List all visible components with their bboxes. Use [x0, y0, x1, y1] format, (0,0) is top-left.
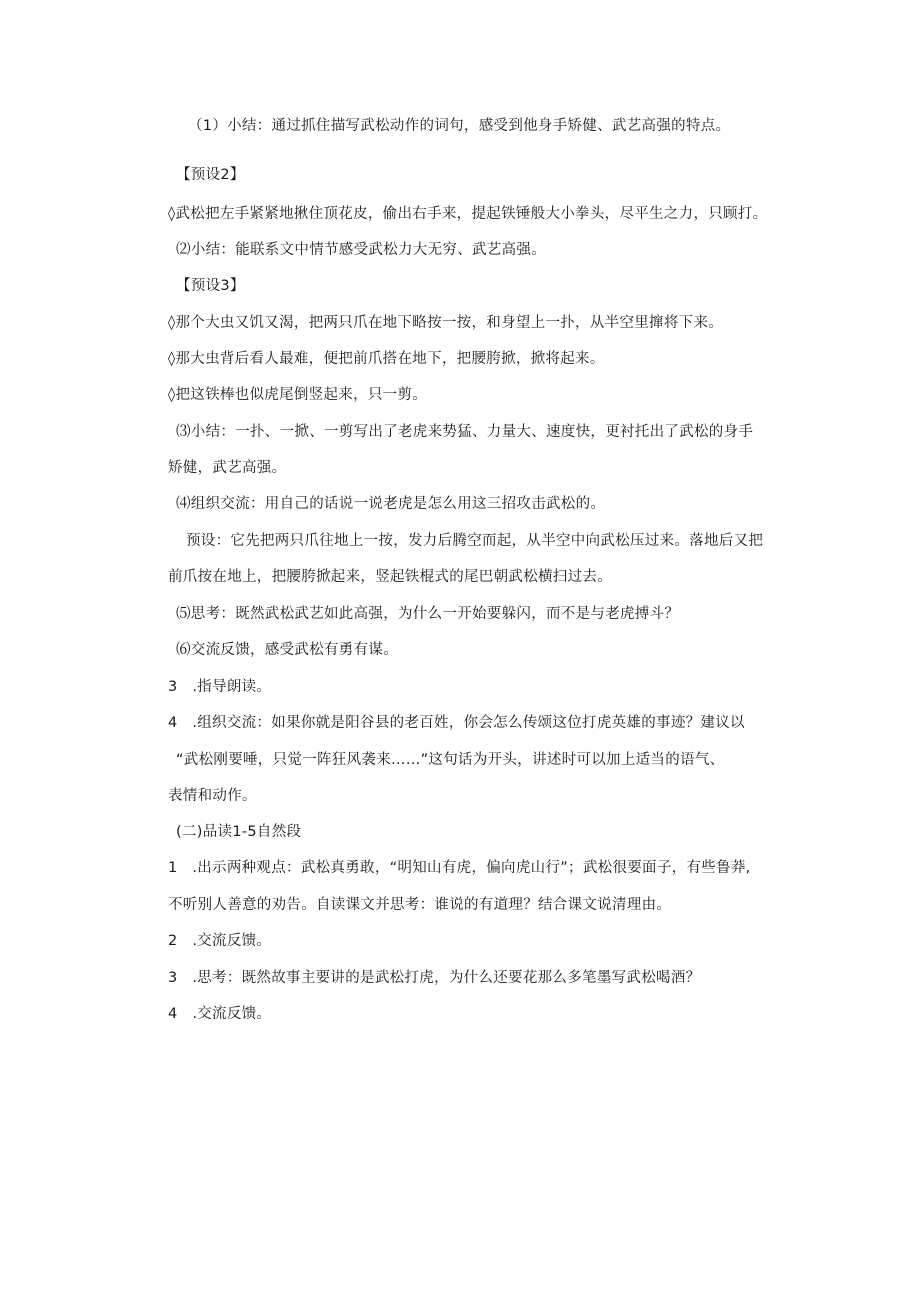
- preset-2-quote: ◊武松把左手紧紧地揪住顶花皮，偷出右手来，提起铁锤般大小拳头，尽平生之力，只顾打。: [168, 206, 768, 222]
- section-2-step-1-cont: 不听别人善意的劝告。自读课文并思考：谁说的有道理？结合课文说清理由。: [168, 897, 672, 913]
- feedback-6: ⑹交流反馈，感受武松有勇有谋。: [176, 642, 398, 658]
- step-4-discussion: 4 .组织交流：如果你就是阳谷县的老百姓，你会怎么传颂这位打虎英雄的事迹？建议以: [168, 715, 745, 731]
- section-2-step-4: 4 .交流反馈。: [168, 1006, 272, 1022]
- section-2-step-3: 3 .思考：既然故事主要讲的是武松打虎，为什么还要花那么多笔墨写武松喝酒？: [168, 970, 701, 986]
- preset-answer: 预设：它先把两只爪往地上一按，发力后腾空而起，从半空中向武松压过来。落地后又把: [186, 533, 764, 549]
- section-2-step-2: 2 .交流反馈。: [168, 933, 272, 949]
- section-2-step-1: 1 .出示两种观点：武松真勇敢，“明知山有虎，偏向虎山行”；武松很要面子，有些鲁莽,: [168, 860, 751, 876]
- preset-3-quote-2: ◊那大虫背后看人最难，便把前爪搭在地下，把腰胯掀，掀将起来。: [168, 351, 605, 367]
- summary-2: ⑵小结：能联系文中情节感受武松力大无穷、武艺高强。: [176, 242, 546, 258]
- preset-answer-cont: 前爪按在地上，把腰胯掀起来，竖起铁棍式的尾巴朝武松横扫过去。: [168, 569, 612, 585]
- step-4-quote: “武松刚要唾，只觉一阵狂风袭来……”这句话为开头，讲述时可以加上适当的语气、: [176, 752, 725, 768]
- summary-3: ⑶小结：一扑、一掀、一剪写出了老虎来势猛、力量大、速度快，更衬托出了武松的身手: [176, 424, 754, 440]
- step-4-cont: 表情和动作。: [168, 788, 257, 804]
- preset-3-quote-1: ◊那个大虫又饥又渴，把两只爪在地下略按一按，和身望上一扑，从半空里撺将下来。: [168, 315, 724, 331]
- preset-2-heading: 【预设2】: [176, 167, 245, 183]
- step-3-reading: 3 .指导朗读。: [168, 679, 272, 695]
- thinking-5: ⑸思考：既然武松武艺如此高强，为什么一开始要躲闪，而不是与老虎搏斗？: [176, 606, 680, 622]
- summary-3-cont: 矫健，武艺高强。: [168, 460, 287, 476]
- discussion-4: ⑷组织交流：用自己的话说一说老虎是怎么用这三招攻击武松的。: [176, 496, 606, 512]
- section-2-heading: (二)品读1-5自然段: [176, 824, 302, 840]
- summary-1: （1）小结：通过抓住描写武松动作的词句，感受到他身手矫健、武艺高强的特点。: [188, 118, 731, 134]
- preset-3-quote-3: ◊把这铁棒也似虎尾倒竖起来，只一剪。: [168, 387, 428, 403]
- preset-3-heading: 【预设3】: [176, 278, 245, 294]
